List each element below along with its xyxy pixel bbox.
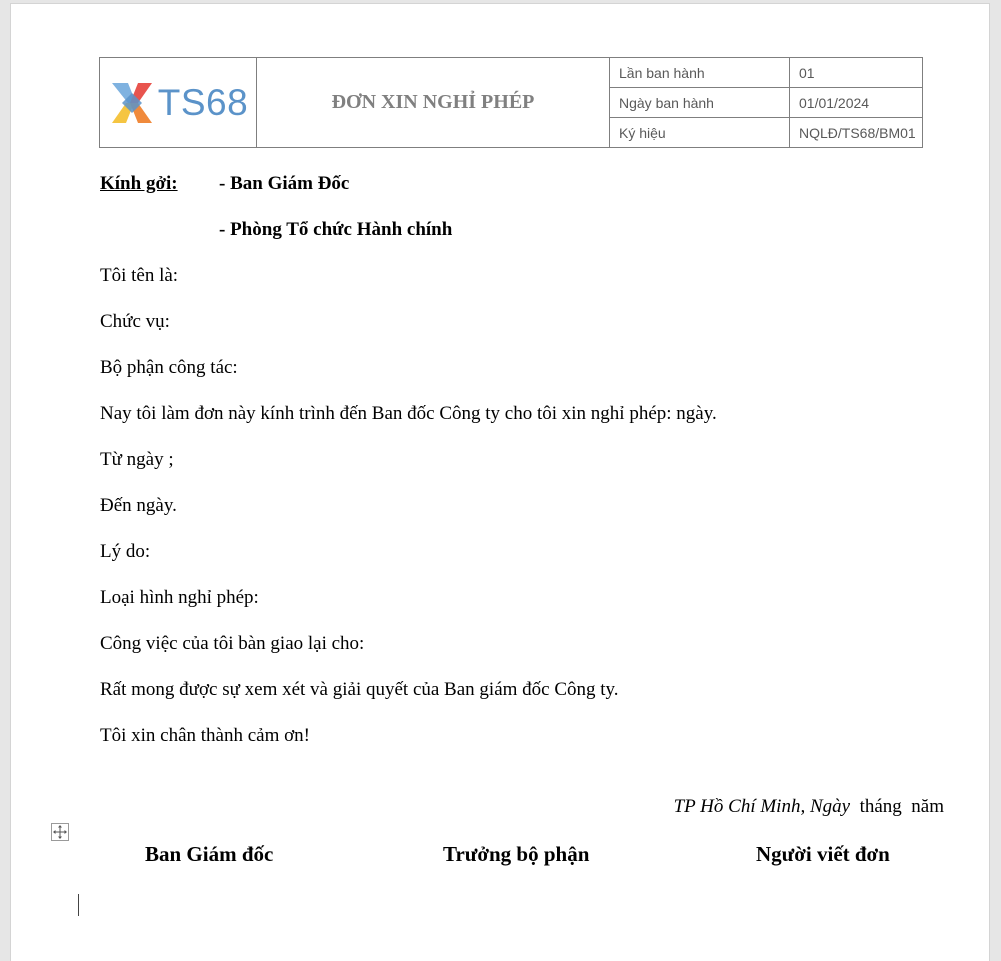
ts68-logo-icon <box>108 79 156 127</box>
meta-label-date: Ngày ban hành <box>610 88 790 118</box>
field-from-date: Từ ngày ; <box>100 449 174 470</box>
meta-label-issue: Lần ban hành <box>610 58 790 88</box>
company-logo <box>100 79 256 127</box>
field-reason: Lý do: <box>100 541 151 562</box>
meta-value-code: NQLĐ/TS68/BM01 <box>790 118 923 148</box>
place-date-line <box>674 796 944 818</box>
place-date-rest: tháng năm <box>850 796 944 817</box>
meta-value-date: 01/01/2024 <box>790 88 923 118</box>
place-date-italic: TP Hồ Chí Minh, Ngày <box>673 796 851 817</box>
request-sentence: Nay tôi làm đơn này kính trình đến Ban đốc Công ty cho tôi xin nghỉ phép: ngày. <box>100 403 717 424</box>
signature-director: Ban Giám đốc <box>145 842 274 866</box>
document-title: ĐƠN XIN NGHỈ PHÉP <box>257 58 610 148</box>
field-leave-type: Loại hình nghỉ phép: <box>100 587 259 608</box>
closing-thanks: Tôi xin chân thành cảm ơn! <box>100 725 311 746</box>
recipient-board: - Ban Giám Đốc <box>219 173 350 194</box>
header-table <box>99 57 923 148</box>
salutation-label: Kính gởi: <box>100 173 178 194</box>
meta-value-issue: 01 <box>790 58 923 88</box>
logo-cell <box>100 58 257 148</box>
recipient-admin: - Phòng Tổ chức Hành chính <box>219 219 453 240</box>
field-position: Chức vụ: <box>100 311 170 332</box>
logo-text: TS68 <box>157 81 249 123</box>
table-move-handle-icon[interactable] <box>51 823 69 841</box>
field-to-date: Đến ngày. <box>100 495 177 516</box>
signature-dept-head: Trưởng bộ phận <box>443 842 590 866</box>
meta-label-code: Ký hiệu <box>610 118 790 148</box>
signature-applicant: Người viết đơn <box>756 842 890 866</box>
document-page <box>10 3 990 961</box>
text-cursor <box>78 894 79 916</box>
field-name: Tôi tên là: <box>100 265 179 286</box>
closing-request: Rất mong được sự xem xét và giải quyết của Ban giám đốc Công ty. <box>100 679 619 700</box>
field-handover: Công việc của tôi bàn giao lại cho: <box>100 633 365 654</box>
field-department: Bộ phận công tác: <box>100 357 238 378</box>
